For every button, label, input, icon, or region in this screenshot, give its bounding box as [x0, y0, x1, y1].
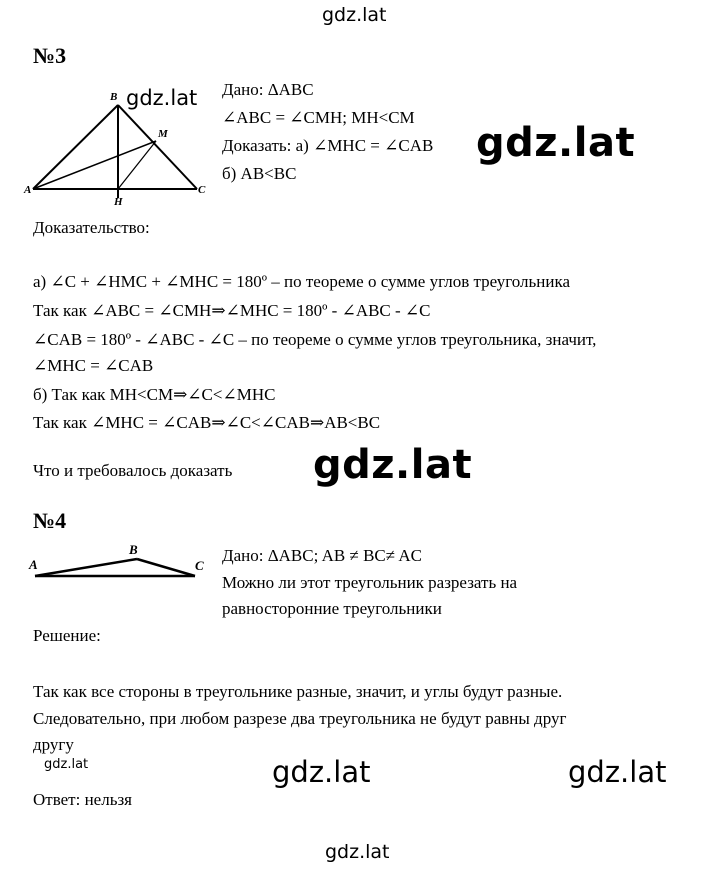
fig4-label-c: C [195, 558, 204, 573]
fig3-label-b: B [110, 91, 118, 103]
watermark-problem-4-mid: gdz.lat [272, 755, 371, 789]
solution-line: другу [33, 735, 74, 754]
solution-line: Следовательно, при любом разрезе два треугольника не будут равны друг [33, 709, 567, 728]
proof-line: а) ∠C + ∠HMC + ∠MHC = 180º – по теореме о сумме углов треугольника [33, 272, 571, 291]
side-bc [137, 559, 195, 576]
problem-3-given-line: Дано: ΔABC [222, 80, 314, 99]
watermark-problem-4-right: gdz.lat [568, 755, 667, 789]
watermark-problem-3-right: gdz.lat [476, 120, 636, 166]
watermark-top: gdz.lat [322, 4, 387, 26]
problem-3-given-line: б) AB<BC [222, 164, 297, 183]
side-ab [33, 105, 118, 189]
proof-line: Так как ∠ABC = ∠CMH⇒∠MHC = 180º - ∠ABC - ∠C [33, 301, 431, 320]
problem-3-given-line: ∠ABC = ∠CMH; MH<CM [222, 108, 415, 127]
problem-4-given-line: Дано: ΔABC; AB ≠ BC≠ AC [222, 546, 423, 565]
proof-heading: Доказательство: [33, 218, 150, 237]
fig4-label-b: B [129, 542, 138, 557]
watermark-problem-3-mid: gdz.lat [313, 442, 473, 488]
problem-3-given-line: Доказать: а) ∠MHC = ∠CAB [222, 136, 434, 155]
solution-heading: Решение: [33, 626, 101, 645]
fig3-label-c: C [198, 184, 206, 196]
proof-line: Так как ∠MHC = ∠CAB⇒∠C<∠CAB⇒AB<BC [33, 413, 381, 432]
proof-line: б) Так как MH<CM⇒∠C<∠MHC [33, 385, 276, 404]
problem-3-number: №3 [33, 43, 67, 68]
side-bc [118, 105, 197, 189]
side-ab [35, 559, 137, 576]
problem-4-number: №4 [33, 508, 67, 533]
proof-line: ∠CAB = 180º - ∠ABC - ∠C – по теореме о сумме углов треугольника, значит, [33, 330, 597, 349]
problem-4-given-line: Можно ли этот треугольник разрезать на [222, 573, 518, 592]
fig3-label-h: H [114, 196, 123, 208]
fig3-label-m: M [158, 128, 168, 140]
proof-line: ∠MHC = ∠CAB [33, 356, 154, 375]
watermark-figure-3: gdz.lat [126, 86, 198, 110]
problem-4-given-line: равносторонние треугольники [222, 599, 442, 618]
fig4-label-a: A [29, 557, 38, 572]
proof-conclusion: Что и требовалось доказать [33, 461, 233, 480]
fig3-label-a: A [24, 184, 32, 196]
watermark-bottom: gdz.lat [325, 841, 390, 863]
answer: Ответ: нельзя [33, 790, 132, 809]
solution-line: Так как все стороны в треугольнике разные, значит, и углы будут разные. [33, 682, 563, 701]
watermark-problem-4-small: gdz.lat [44, 757, 89, 772]
